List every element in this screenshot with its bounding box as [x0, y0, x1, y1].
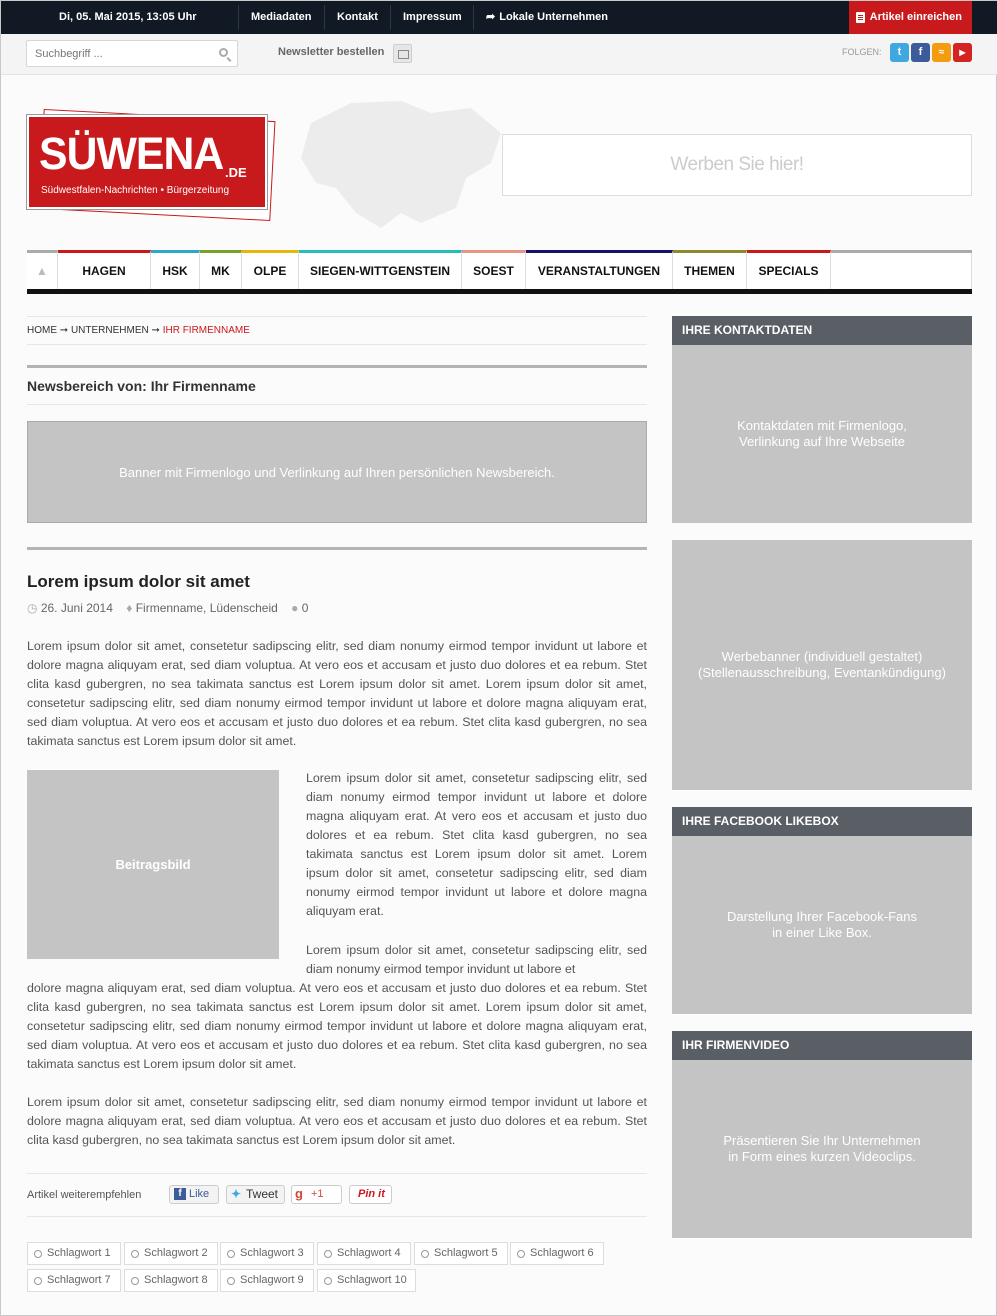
rss-icon[interactable]: ≈: [932, 43, 951, 62]
facebook-icon: f: [174, 1188, 186, 1200]
company-banner[interactable]: Banner mit Firmenlogo und Verlinkung auf Ihren persönlichen Newsbereich.: [27, 421, 647, 523]
tag-item[interactable]: Schlagwort 7: [27, 1269, 121, 1292]
share-label: Artikel weiterempfehlen: [27, 1189, 142, 1201]
breadcrumb: [27, 325, 250, 336]
share-arrow-icon: ➦: [486, 11, 496, 23]
facebook-likebox[interactable]: Darstellung Ihrer Facebook-Fans in einer Like Box.: [672, 836, 972, 1014]
twitter-icon[interactable]: t: [890, 43, 909, 62]
search-icon[interactable]: [219, 48, 228, 57]
newsletter-link[interactable]: Newsletter bestellen: [278, 46, 385, 58]
facebook-heading: IHRE FACEBOOK LIKEBOX: [672, 807, 972, 836]
logo-wordmark: SÜWENA: [39, 128, 224, 179]
tweet-button[interactable]: ✦ Tweet: [226, 1185, 285, 1204]
nav-item-themen[interactable]: THEMEN: [673, 250, 747, 289]
nav-item-hsk[interactable]: HSK: [151, 250, 200, 289]
article-paragraph-3-start: Lorem ipsum dolor sit amet, consetetur sadipscing elitr, sed diam nonumy eirmod tempor invidunt ut labore et: [306, 943, 647, 976]
comment-icon: ●: [291, 601, 299, 615]
nav-item-olpe[interactable]: OLPE: [242, 250, 299, 289]
breadcrumb-section[interactable]: UNTERNEHMEN: [70, 325, 149, 336]
video-heading: IHR FIRMENVIDEO: [672, 1031, 972, 1060]
ad-banner-box[interactable]: Werbebanner (individuell gestaltet) (Stellenausschreibung, Eventankündigung): [672, 540, 972, 790]
article-paragraph-4: Lorem ipsum dolor sit amet, consetetur sadipscing elitr, sed diam nonumy eirmod tempor invidunt ut labore et dolore magna aliquyam erat, sed diam voluptua. At vero eos et accusam et justo duo dolores et ea rebum. Stet clita kasd gubergren, no sea takimata sanctus est Lorem ipsum dolor sit amet.: [27, 1095, 647, 1147]
logo-tagline: Südwestfalen-Nachrichten • Bürgerzeitung: [41, 185, 230, 196]
article-paragraph-1: Lorem ipsum dolor sit amet, consetetur sadipscing elitr, sed diam nonumy eirmod tempor invidunt ut labore et dolore magna aliquyam erat, sed diam voluptua. At vero eos et accusam et justo duo dolores et ea rebum. Stet clita kasd gubergren, no sea takimata sanctus est Lorem ipsum dolor sit amet. Lorem ipsum dolor sit amet, consetetur sadipscing elitr, sed diam nonumy eirmod tempor invidunt ut labore et dolore magna aliquyam erat, sed diam voluptua. At vero eos et accusam et justo duo dolores et ea rebum. Stet clita kasd gubergren, no sea takimata sanctus est Lorem ipsum dolor sit amet.: [27, 639, 647, 748]
tag-item[interactable]: Schlagwort 5: [414, 1242, 508, 1265]
tag-item[interactable]: Schlagwort 10: [317, 1269, 416, 1292]
news-heading: Newsbereich von: Ihr Firmenname: [27, 378, 256, 394]
breadcrumb-home[interactable]: HOME: [27, 325, 57, 336]
facebook-like-button[interactable]: f Like: [169, 1185, 219, 1204]
tag-item[interactable]: Schlagwort 9: [220, 1269, 314, 1292]
arrow-right-icon: ➞: [151, 325, 163, 336]
nav-item-veranstaltungen[interactable]: VERANSTALTUNGEN: [526, 250, 673, 289]
tag-item[interactable]: Schlagwort 1: [27, 1242, 121, 1265]
company-video-box[interactable]: Präsentieren Sie Ihr Unternehmen in Form eines kurzen Videoclips.: [672, 1060, 972, 1238]
google-plus-icon: g: [295, 1186, 303, 1201]
article-paragraph-3: dolore magna aliquyam erat, sed diam voluptua. At vero eos et accusam et justo duo dolores et ea rebum. Stet clita kasd gubergren, no sea takimata sanctus est Lorem ipsum dolor sit amet. Lorem ipsum dolor sit amet, consetetur sadipscing elitr, sed diam nonumy eirmod tempor invidunt ut labore et dolore magna aliquyam erat, sed diam voluptua. At vero eos et accusam et justo duo dolores et ea rebum. Stet clita kasd gubergren, no sea takimata sanctus est Lorem ipsum dolor sit amet.: [27, 981, 647, 1071]
top-bar: [1, 1, 997, 34]
search-box: [26, 40, 238, 67]
comment-count[interactable]: 0: [301, 601, 309, 615]
contact-heading: IHRE KONTAKTDATEN: [672, 316, 972, 345]
article-title[interactable]: Lorem ipsum dolor sit amet: [27, 572, 250, 591]
twitter-icon: ✦: [231, 1187, 242, 1201]
tag-item[interactable]: Schlagwort 8: [124, 1269, 218, 1292]
clock-icon: ◷: [27, 601, 38, 615]
region-map-icon: [281, 83, 531, 233]
youtube-icon[interactable]: ▶: [953, 43, 972, 62]
tag-item[interactable]: Schlagwort 3: [220, 1242, 314, 1265]
contact-box[interactable]: Kontaktdaten mit Firmenlogo, Verlinkung auf Ihre Webseite: [672, 345, 972, 523]
nav-item-hagen[interactable]: HAGEN: [58, 250, 151, 289]
facebook-icon[interactable]: f: [911, 43, 930, 62]
site-logo[interactable]: [27, 109, 275, 215]
lokale-unternehmen-link[interactable]: ➦ Lokale Unternehmen: [486, 11, 609, 23]
kontakt-link[interactable]: Kontakt: [337, 11, 378, 23]
search-input[interactable]: [27, 41, 207, 66]
google-plus-button[interactable]: g +1: [291, 1185, 342, 1204]
pinterest-button[interactable]: Pin it: [349, 1185, 392, 1204]
submit-article-button[interactable]: Artikel einreichen: [849, 1, 972, 34]
utility-bar: [1, 34, 997, 75]
tag-icon: ♦: [126, 601, 133, 615]
article-paragraph-2: Lorem ipsum dolor sit amet, consetetur sadipscing elitr, sed diam nonumy eirmod tempor invidunt ut labore et dolore magna aliquyam erat. At vero eos et accusam et justo duo dolores et ea rebum. Stet clita kasd gubergren, no sea takimata sanctus est Lorem ipsum dolor sit amet. Lorem ipsum dolor sit amet, consetetur sadipscing elitr, sed diam nonumy eirmod tempor invidunt ut labore et dolore magna aliquyam erat.: [306, 771, 647, 918]
current-date: Di, 05. Mai 2015, 13:05 Uhr: [59, 11, 197, 23]
home-icon[interactable]: ▲: [27, 250, 58, 289]
article-meta: [27, 601, 308, 615]
tag-item[interactable]: Schlagwort 2: [124, 1242, 218, 1265]
ad-banner[interactable]: Werben Sie hier!: [502, 134, 972, 196]
tag-item[interactable]: Schlagwort 4: [317, 1242, 411, 1265]
impressum-link[interactable]: Impressum: [403, 11, 462, 23]
nav-item-mk[interactable]: MK: [200, 250, 242, 289]
breadcrumb-current: IHR FIRMENNAME: [162, 325, 250, 336]
document-icon: [856, 12, 865, 23]
article-category[interactable]: Firmenname, Lüdenscheid: [135, 601, 278, 615]
article-date: 26. Juni 2014: [40, 601, 113, 615]
tag-item[interactable]: Schlagwort 6: [510, 1242, 604, 1265]
logo-tld: .DE: [225, 165, 247, 180]
main-nav: [27, 250, 972, 294]
mail-icon[interactable]: [393, 44, 412, 63]
article-image: Beitragsbild: [27, 770, 279, 959]
nav-item-specials[interactable]: SPECIALS: [747, 250, 831, 289]
arrow-right-icon: ➞: [59, 325, 71, 336]
follow-label: FOLGEN:: [842, 47, 882, 57]
nav-item-siegen-wittgenstein[interactable]: SIEGEN-WITTGENSTEIN: [299, 250, 462, 289]
nav-item-soest[interactable]: SOEST: [462, 250, 526, 289]
mediadaten-link[interactable]: Mediadaten: [251, 11, 312, 23]
